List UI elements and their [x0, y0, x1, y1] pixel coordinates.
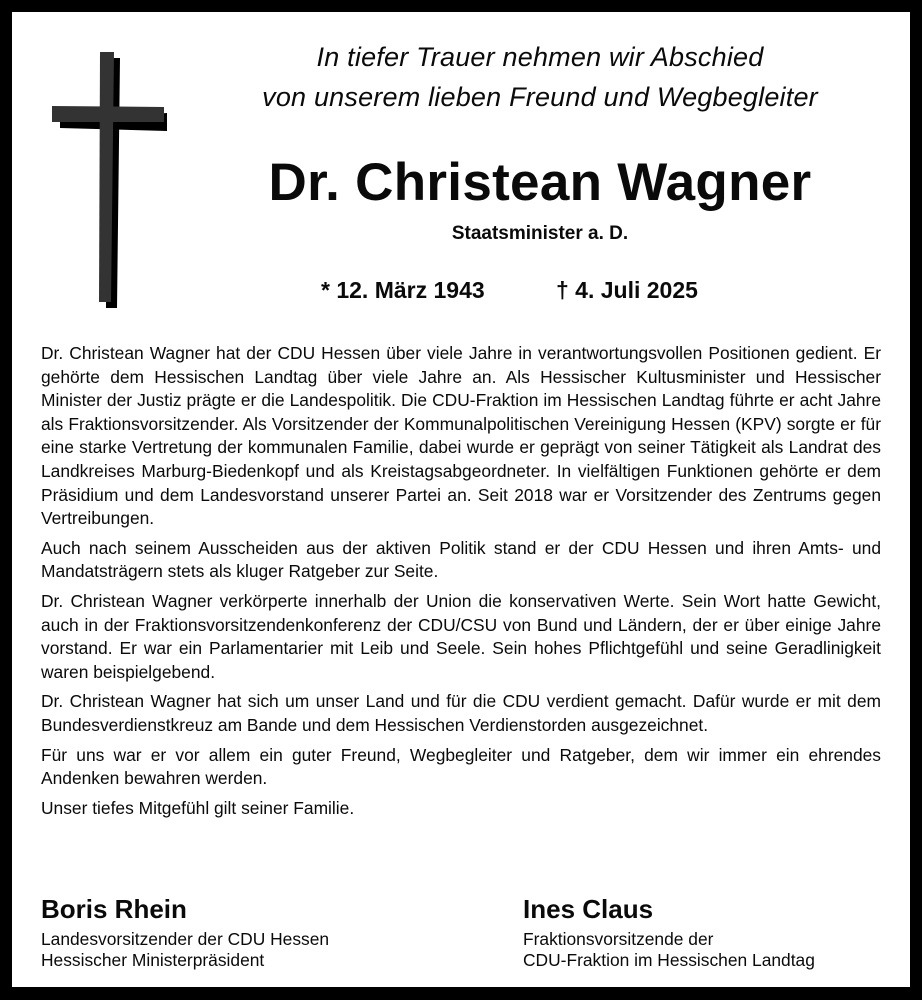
body-paragraph: Für uns war er vor allem ein guter Freund, Wegbegleiter und Ratgeber, dem wir immer ein ehrendes Andenken bewahren werden.: [41, 744, 881, 789]
signatory-role: Fraktionsvorsitzende der: [523, 929, 714, 949]
header-line-1: In tiefer Trauer nehmen wir Abschied: [316, 42, 764, 72]
obituary-body: [41, 342, 881, 826]
deceased-title: Staatsminister a. D.: [451, 223, 629, 244]
body-paragraph: Dr. Christean Wagner verkörperte innerhalb der Union die konservativen Werte. Sein Wort hatte Gewicht, auch in der Fraktionsvorsitzendenkonferenz der CDU/CSU von Bund und Ländern, der er über einige Jahre vorstand. Er war ein Parlamentarier mit Leib und Seele. Sein hohes Pflichtgefühl und seine Geradlinigkeit waren beispielgebend.: [41, 590, 881, 682]
signatory-role: Hessischer Ministerpräsident: [41, 950, 265, 970]
signature-right: [523, 892, 815, 971]
body-paragraph: Dr. Christean Wagner hat sich um unser Land und für die CDU verdient gemacht. Dafür wurde er mit dem Bundesverdienstkreuz am Bande und dem Hessischen Verdienstorden ausgezeichnet.: [41, 691, 881, 735]
body-paragraph: Auch nach seinem Ausscheiden aus der aktiven Politik stand er der CDU Hessen und ihren Amts- und Mandatsträgern stets als kluger Ratgeber zur Seite.: [41, 537, 881, 582]
body-paragraph: Unser tiefes Mitgefühl gilt seiner Familie.: [41, 797, 355, 818]
signatory-name: Ines Claus: [523, 894, 654, 924]
death-date: † 4. Juli 2025: [556, 277, 698, 303]
signatory-name: Boris Rhein: [41, 894, 187, 924]
obituary-notice: [12, 12, 910, 987]
signatory-role: Landesvorsitzender der CDU Hessen: [41, 929, 330, 949]
signature-left: [41, 892, 329, 971]
life-dates: [0, 275, 922, 305]
deceased-name: Dr. Christean Wagner: [268, 153, 812, 212]
header-line-2: von unserem lieben Freund und Wegbegleiter: [262, 82, 818, 112]
birth-date: * 12. März 1943: [321, 277, 485, 303]
cross-icon: [40, 40, 170, 310]
body-paragraph: Dr. Christean Wagner hat der CDU Hessen über viele Jahre in verantwortungsvollen Positionen gedient. Er gehörte dem Hessischen Landtag über viele Jahre an. Als Hessischer Kultusminister und Hessischer Minister der Justiz prägte er die Landespolitik. Die CDU-Fraktion im Hessischen Landtag führte er acht Jahre als Fraktionsvorsitzender. Als Vorsitzender der Kommunalpolitischen Vereinigung Hessen (KPV) sorgte er für eine starke Vertretung der kommunalen Familie, dabei wurde er geprägt von seiner Tätigkeit als Landrat des Landkreises Marburg-Biedenkopf und als Kreistagsabgeordneter. In vielfältigen Funktionen gehörte er dem Präsidium und dem Landesvorstand unserer Partei an. Seit 2018 war er Vorsitzender des Zentrums gegen Vertreibungen.: [41, 343, 881, 529]
signatory-role: CDU-Fraktion im Hessischen Landtag: [523, 950, 815, 970]
